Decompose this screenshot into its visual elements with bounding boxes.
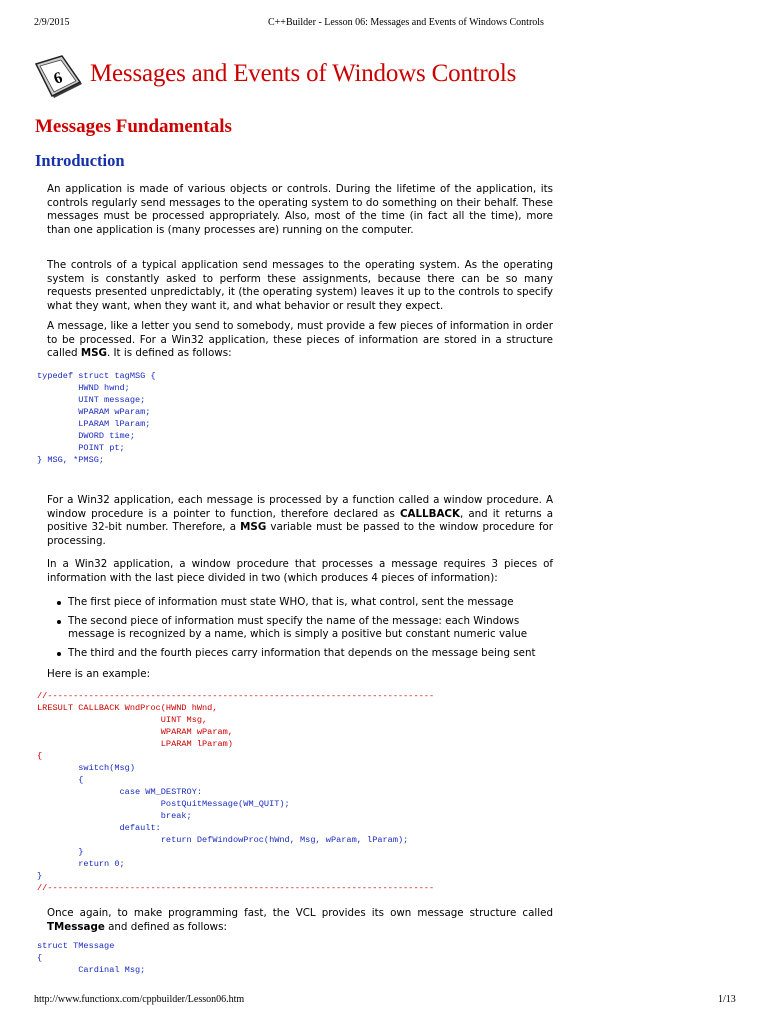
tmessage-keyword: TMessage xyxy=(47,920,105,933)
code-line: LPARAM lParam) xyxy=(37,739,233,749)
list-item xyxy=(47,647,553,661)
bullet-icon xyxy=(57,601,61,605)
code-line: } xyxy=(37,871,43,881)
code-line: case WM_DESTROY: xyxy=(37,787,203,797)
list-item xyxy=(47,596,553,610)
code-line: UINT message; xyxy=(37,395,146,405)
code-line: Cardinal Msg; xyxy=(37,965,146,975)
list-item-text: The third and the fourth pieces carry information that depends on the message being sent xyxy=(68,646,536,659)
code-line: { xyxy=(37,775,84,785)
bullet-icon xyxy=(57,620,61,624)
print-footer-url: http://www.functionx.com/cppbuilder/Lesson06.htm xyxy=(34,994,245,1005)
lesson-number: 6 xyxy=(51,69,65,88)
paragraph-intro: An application is made of various objects or controls. During the lifetime of the application, its controls regularly send messages to the operating system to do something on their behalf. These messages must be processed appropriately. Also, most of the time (in fact all the time), more than one application is (many processes are) running on the computer. xyxy=(47,183,553,236)
code-block-msg-struct xyxy=(37,370,156,466)
code-line: } MSG, *PMSG; xyxy=(37,455,105,465)
code-line: { xyxy=(37,751,43,761)
code-line: UINT Msg, xyxy=(37,715,208,725)
info-pieces-list xyxy=(47,596,553,665)
code-line: PostQuitMessage(WM_QUIT); xyxy=(37,799,290,809)
code-line: DWORD time; xyxy=(37,431,135,441)
code-line: LRESULT CALLBACK WndProc(HWND hWnd, xyxy=(37,703,218,713)
paragraph-example-intro: Here is an example: xyxy=(47,668,151,680)
code-line: LPARAM lParam; xyxy=(37,419,151,429)
code-line: HWND hwnd; xyxy=(37,383,130,393)
bullet-icon xyxy=(57,652,61,656)
code-line: //--------------------------------------------------------------------------- xyxy=(37,883,435,893)
paragraph-tmessage: Once again, to make programming fast, the VCL provides its own message structure called TMessage and defined as follows: xyxy=(47,907,553,933)
code-line: return 0; xyxy=(37,859,125,869)
print-footer-page-number: 1/13 xyxy=(718,994,736,1005)
print-header-date: 2/9/2015 xyxy=(34,17,70,28)
list-item xyxy=(47,615,553,642)
code-line: WPARAM wParam, xyxy=(37,727,233,737)
code-line: typedef struct tagMSG { xyxy=(37,371,156,381)
paragraph-pieces-info: In a Win32 application, a window procedure that processes a message requires 3 pieces of information with the last piece divided in two (which produces 4 pieces of information): xyxy=(47,558,553,584)
code-line: return DefWindowProc(hWnd, Msg, wParam, lParam); xyxy=(37,835,409,845)
paragraph-controls: The controls of a typical application send messages to the operating system. As the operating system is constantly asked to perform these assignments, because there can be so many requests presented unpredictably, it (the operating system) leaves it up to the controls to specify what they want, when they want it, and what behavior or result they expect. xyxy=(47,259,553,312)
code-line: { xyxy=(37,953,43,963)
list-item-text: The first piece of information must state WHO, that is, what control, sent the message xyxy=(68,596,514,608)
code-line: struct TMessage xyxy=(37,941,115,951)
page-title: Messages and Events of Windows Controls xyxy=(90,60,517,87)
code-line: default: xyxy=(37,823,161,833)
msg-keyword-2: MSG xyxy=(240,521,267,534)
print-header-title: C++Builder - Lesson 06: Messages and Events of Windows Controls xyxy=(268,17,544,28)
code-line: POINT pt; xyxy=(37,443,125,453)
list-item-text: The second piece of information must specify the name of the message: each Windows message is recognized by a name, which is simply a positive but constant numeric value xyxy=(68,614,528,641)
code-block-tmessage xyxy=(37,940,145,976)
code-line: break; xyxy=(37,811,192,821)
callback-keyword: CALLBACK xyxy=(399,507,460,520)
lesson-number-icon xyxy=(34,54,86,102)
paragraph-window-procedure: For a Win32 application, each message is processed by a function called a window procedure. A window procedure is a pointer to function, therefore declared as CALLBACK, and it returns a positive 32-bit number. Therefore, a MSG variable must be passed to the window procedure for processing. xyxy=(47,494,554,547)
code-block-window-procedure xyxy=(37,690,434,894)
section-heading: Messages Fundamentals xyxy=(35,116,232,137)
code-line: //--------------------------------------------------------------------------- xyxy=(37,691,435,701)
code-line: switch(Msg) xyxy=(37,763,135,773)
paragraph-message-structure: A message, like a letter you send to somebody, must provide a few pieces of information in order to be processed. For a Win32 application, these pieces of information are stored in a structure called MSG. It is defined as follows: xyxy=(47,320,553,360)
code-line: } xyxy=(37,847,84,857)
msg-keyword: MSG xyxy=(80,347,107,360)
subsection-heading: Introduction xyxy=(35,151,125,170)
code-line: WPARAM wParam; xyxy=(37,407,151,417)
